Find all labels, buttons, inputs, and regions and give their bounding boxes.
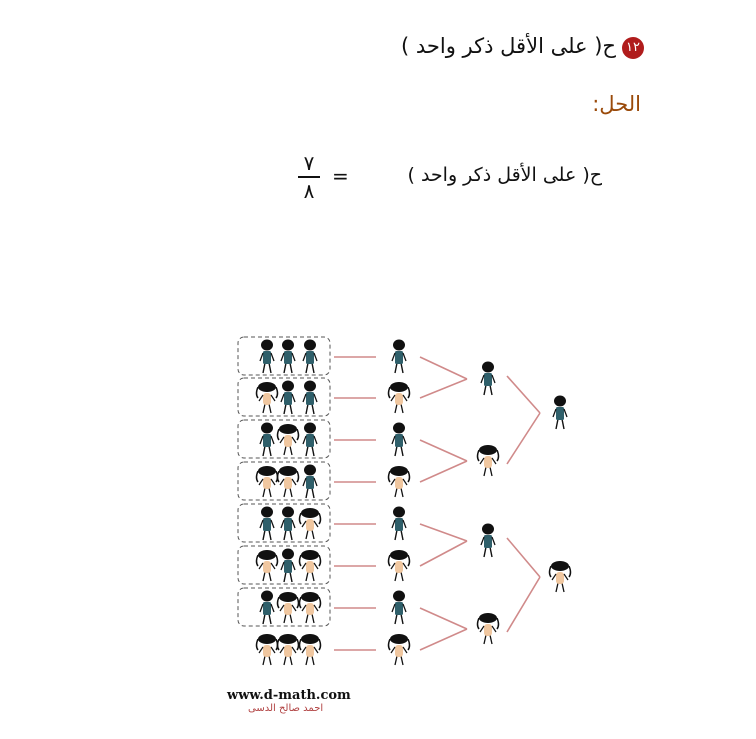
outcome-3-2-girl-figure [278,424,299,455]
equals-sign: = [332,164,349,188]
level3-2-girl-figure [389,382,410,413]
question-number-badge: ١٢ [622,37,644,59]
equation-lhs: ح( على الأقل ذكر واحد ) [407,164,602,186]
branch-l3-1 [420,357,467,379]
level2-1-boy-figure [481,362,495,396]
level2-3-boy-figure [481,524,495,558]
fraction-denominator: ٨ [303,179,315,203]
branch-l3-8 [420,629,467,650]
outcome-7-3-girl-figure [300,592,321,623]
outcome-2-2-boy-figure [281,381,295,415]
branch-l2-2 [507,413,540,464]
level3-5-boy-figure [392,507,406,541]
outcome-4-3-boy-figure [303,465,317,499]
outcome-1-2-boy-figure [281,340,295,374]
outcome-5-2-boy-figure [281,507,295,541]
outcome-8-2-girl-figure [278,634,299,665]
level3-8-girl-figure [389,634,410,665]
branch-l2-1 [507,376,540,413]
level3-4-girl-figure [389,466,410,497]
outcome-6-2-boy-figure [281,549,295,583]
outcome-2-1-girl-figure [257,382,278,413]
outcome-3-3-boy-figure [303,423,317,457]
outcome-6-3-girl-figure [300,550,321,581]
level3-7-boy-figure [392,591,406,625]
outcome-4-2-girl-figure [278,466,299,497]
branch-l2-4 [507,577,540,632]
outcome-2-3-boy-figure [303,381,317,415]
branch-l3-3 [420,440,467,461]
level1-1-boy-figure [553,396,567,430]
outcome-8-1-girl-figure [257,634,278,665]
outcome-7-2-girl-figure [278,592,299,623]
branch-l3-6 [420,541,467,566]
outcome-1-1-boy-figure [260,340,274,374]
outcome-1-3-boy-figure [303,340,317,374]
outcome-4-1-girl-figure [257,466,278,497]
level3-3-boy-figure [392,423,406,457]
outcome-6-1-girl-figure [257,550,278,581]
level2-2-girl-figure [478,445,499,476]
outcome-7-1-boy-figure [260,591,274,625]
outcome-3-1-boy-figure [260,423,274,457]
level1-2-girl-figure [550,561,571,592]
solution-label: الحل: [592,92,641,116]
question-text: ح( على الأقل ذكر واحد ) [401,34,616,58]
watermark-author: احمد صالح الدسى [248,703,324,714]
outcome-5-1-boy-figure [260,507,274,541]
outcome-5-3-girl-figure [300,508,321,539]
branch-l2-3 [507,538,540,577]
branch-l3-7 [420,608,467,629]
watermark-site: www.d-math.com [227,688,351,703]
level3-6-girl-figure [389,550,410,581]
branch-l3-5 [420,524,467,541]
fraction-numerator: ٧ [303,151,315,175]
outcome-8-3-girl-figure [300,634,321,665]
level2-4-girl-figure [478,613,499,644]
level3-1-boy-figure [392,340,406,374]
branch-l3-4 [420,461,467,482]
branch-l3-2 [420,379,467,398]
